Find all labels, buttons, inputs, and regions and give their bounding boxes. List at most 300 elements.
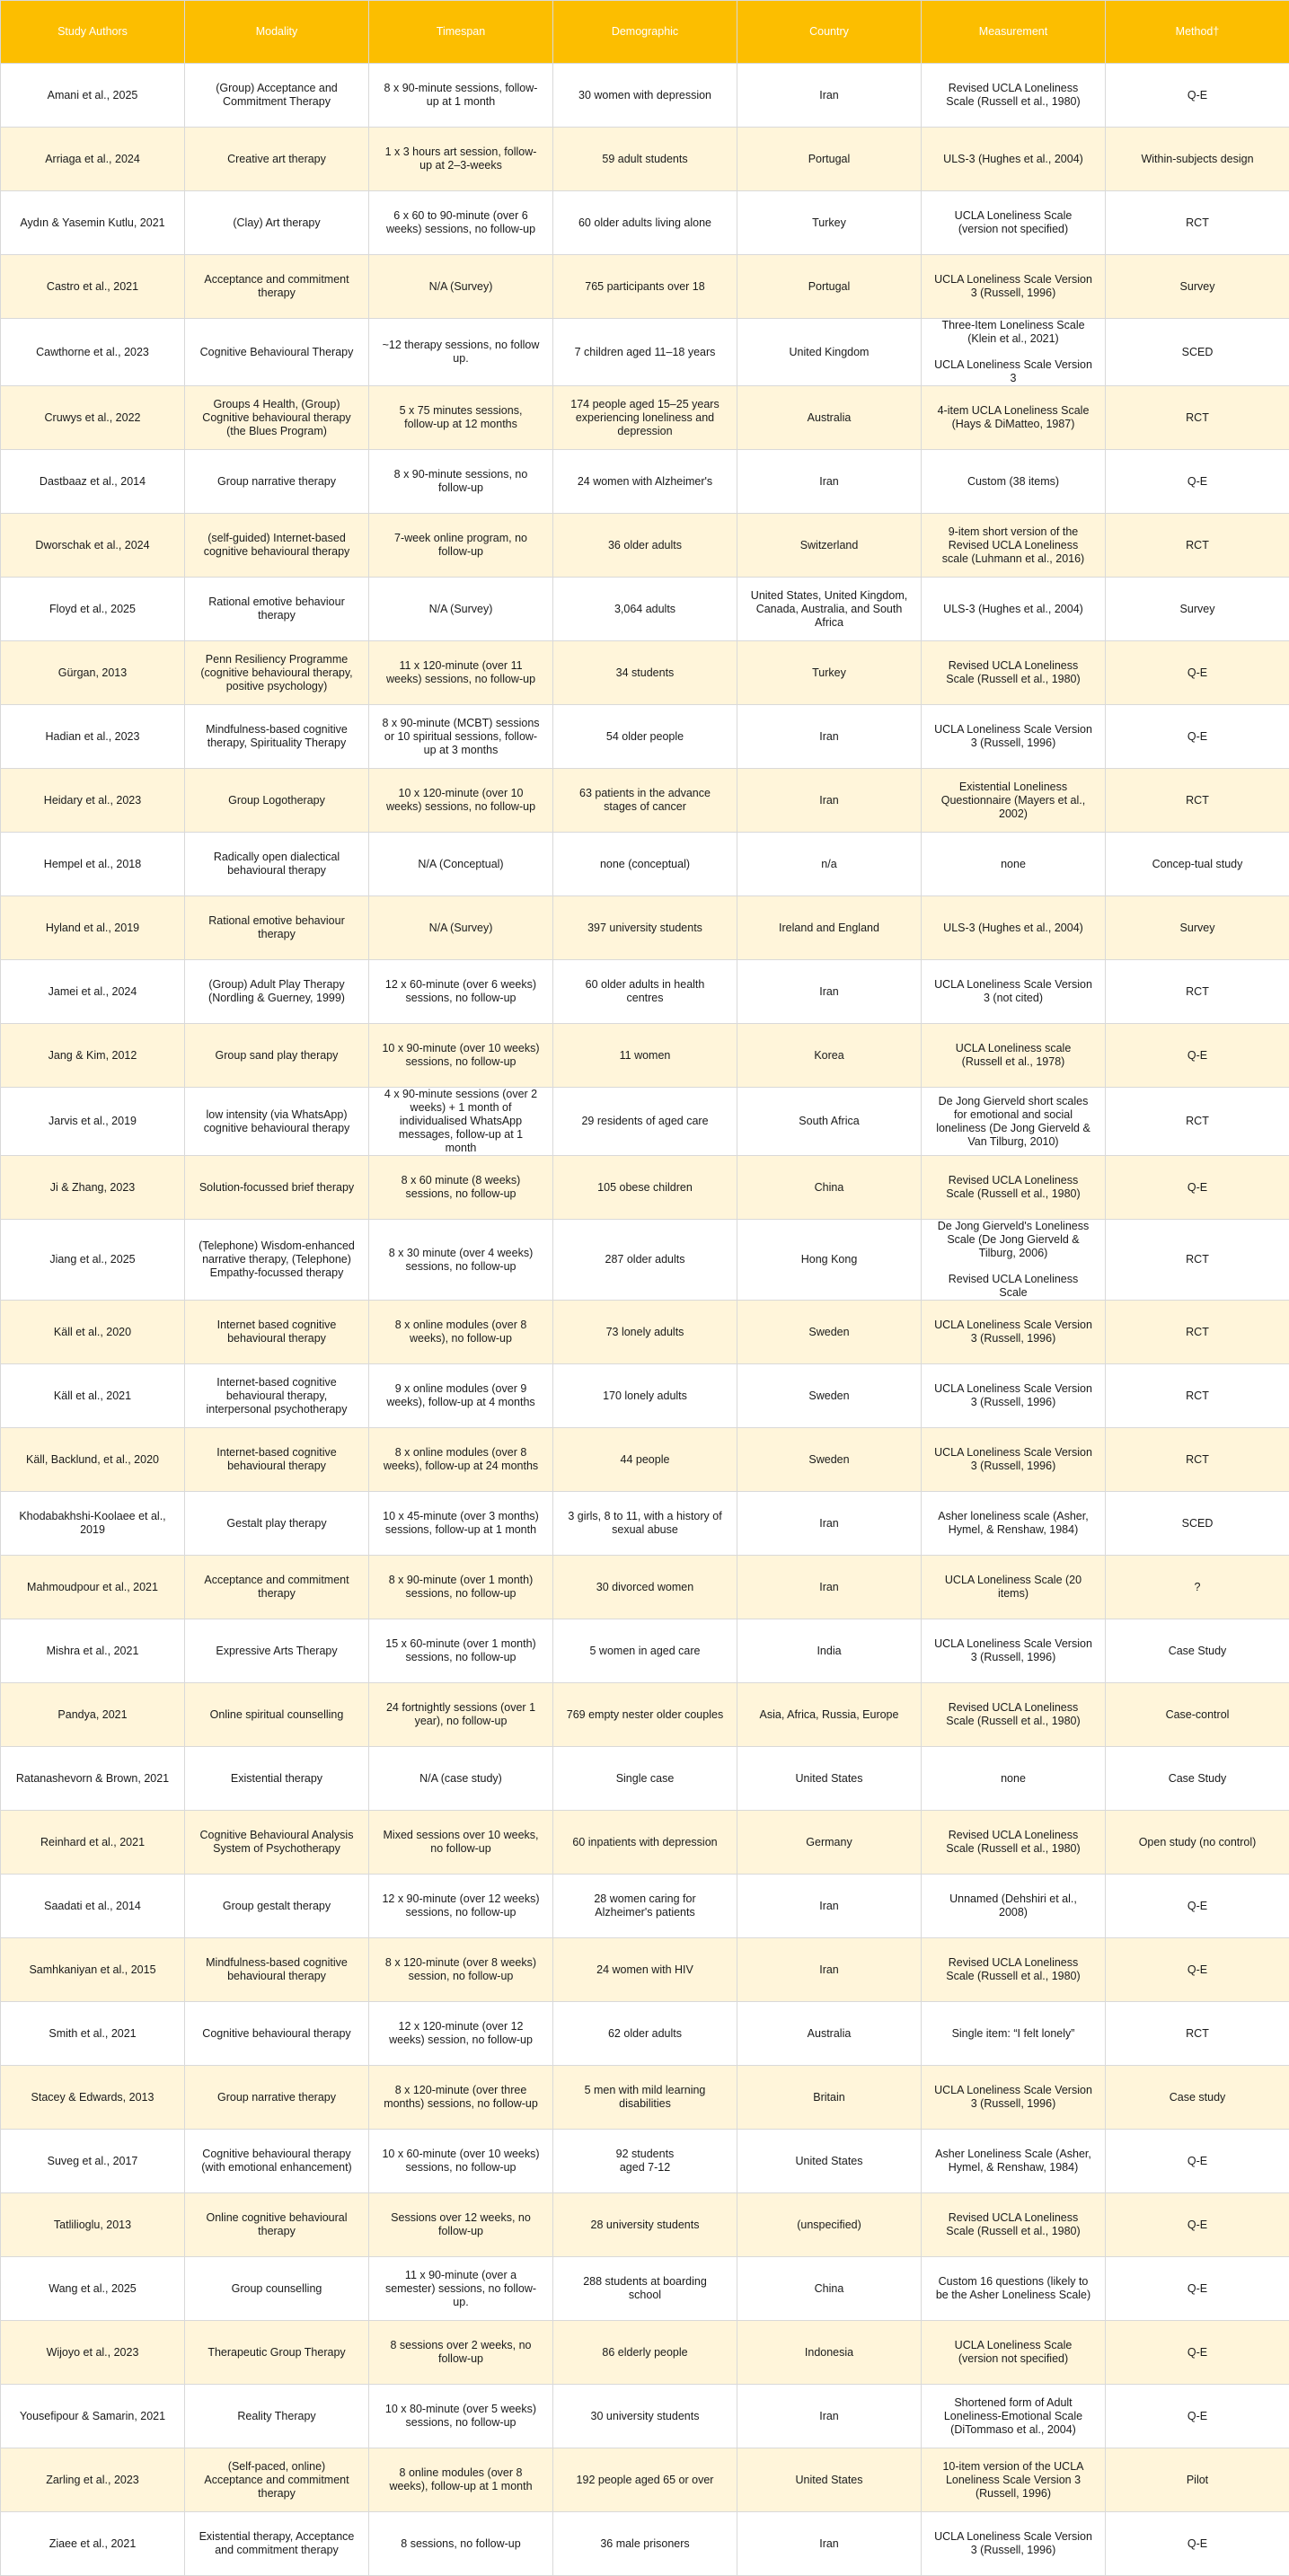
cell-study-authors: Suveg et al., 2017 <box>1 2130 185 2193</box>
cell-timespan: 24 fortnightly sessions (over 1 year), no follow-up <box>369 1683 553 1747</box>
cell-method: Q-E <box>1106 1024 1289 1088</box>
table-row <box>1 2385 1289 2448</box>
table-row <box>1 1683 1289 1747</box>
cell-modality: Group counselling <box>185 2257 369 2321</box>
cell-method: Within-subjects design <box>1106 128 1289 191</box>
cell-method: Pilot <box>1106 2448 1289 2512</box>
cell-method: Q-E <box>1106 450 1289 514</box>
cell-demographic: 44 people <box>553 1428 737 1492</box>
cell-timespan: 9 x online modules (over 9 weeks), follow-up at 4 months <box>369 1364 553 1428</box>
column-header-method: Method† <box>1106 1 1289 64</box>
cell-method: Case Study <box>1106 1619 1289 1683</box>
cell-demographic: 5 men with mild learning disabilities <box>553 2066 737 2130</box>
table-row <box>1 1747 1289 1811</box>
cell-method: Q-E <box>1106 1938 1289 2002</box>
cell-country: United States <box>737 2130 922 2193</box>
cell-modality: (Clay) Art therapy <box>185 191 369 255</box>
cell-study-authors: Ziaee et al., 2021 <box>1 2512 185 2576</box>
cell-country: United States <box>737 1747 922 1811</box>
cell-country: Iran <box>737 1492 922 1556</box>
cell-method: Q-E <box>1106 2257 1289 2321</box>
cell-measurement: De Jong Gierveld short scales for emotional and social loneliness (De Jong Gierveld & Van Tilburg, 2010) <box>922 1088 1106 1156</box>
cell-modality: (Group) Acceptance and Commitment Therapy <box>185 64 369 128</box>
cell-timespan: 4 x 90-minute sessions (over 2 weeks) + 1 month of individualised WhatsApp messages, follow-up at 1 month <box>369 1088 553 1156</box>
column-header-measurement: Measurement <box>922 1 1106 64</box>
cell-timespan: 8 x 90-minute (MCBT) sessions or 10 spiritual sessions, follow-up at 3 months <box>369 705 553 769</box>
column-header-study-authors: Study Authors <box>1 1 185 64</box>
cell-demographic: 7 children aged 11–18 years <box>553 319 737 386</box>
cell-timespan: 12 x 120-minute (over 12 weeks) session, no follow-up <box>369 2002 553 2066</box>
cell-study-authors: Reinhard et al., 2021 <box>1 1811 185 1875</box>
cell-country: Portugal <box>737 255 922 319</box>
cell-modality: (Telephone) Wisdom-enhanced narrative therapy, (Telephone) Empathy-focussed therapy <box>185 1220 369 1301</box>
cell-measurement: 4-item UCLA Loneliness Scale (Hays & DiMatteo, 1987) <box>922 386 1106 450</box>
table-row <box>1 1811 1289 1875</box>
cell-study-authors: Samhkaniyan et al., 2015 <box>1 1938 185 2002</box>
cell-country: India <box>737 1619 922 1683</box>
cell-timespan: 8 x online modules (over 8 weeks), follow-up at 24 months <box>369 1428 553 1492</box>
cell-measurement: UCLA Loneliness Scale Version 3 (Russell, 1996) <box>922 1428 1106 1492</box>
cell-measurement: UCLA Loneliness Scale (20 items) <box>922 1556 1106 1619</box>
cell-demographic: none (conceptual) <box>553 833 737 896</box>
cell-study-authors: Saadati et al., 2014 <box>1 1875 185 1938</box>
cell-study-authors: Hadian et al., 2023 <box>1 705 185 769</box>
cell-modality: Creative art therapy <box>185 128 369 191</box>
cell-timespan: 8 x 60 minute (8 weeks) sessions, no follow-up <box>369 1156 553 1220</box>
cell-measurement: UCLA Loneliness scale (Russell et al., 1978) <box>922 1024 1106 1088</box>
cell-demographic: 60 older adults living alone <box>553 191 737 255</box>
cell-timespan: 8 sessions, no follow-up <box>369 2512 553 2576</box>
cell-timespan: 8 x 30 minute (over 4 weeks) sessions, no follow-up <box>369 1220 553 1301</box>
cell-timespan: 8 sessions over 2 weeks, no follow-up <box>369 2321 553 2385</box>
table-row <box>1 2448 1289 2512</box>
cell-timespan: 12 x 90-minute (over 12 weeks) sessions, no follow-up <box>369 1875 553 1938</box>
cell-timespan: 11 x 120-minute (over 11 weeks) sessions, no follow-up <box>369 641 553 705</box>
table-row <box>1 1556 1289 1619</box>
cell-method: Q-E <box>1106 2385 1289 2448</box>
cell-timespan: 11 x 90-minute (over a semester) sessions, no follow-up. <box>369 2257 553 2321</box>
cell-study-authors: Wijoyo et al., 2023 <box>1 2321 185 2385</box>
cell-measurement-text-secondary: UCLA Loneliness Scale Version 3 <box>934 358 1092 385</box>
cell-country: Iran <box>737 1938 922 2002</box>
table-row <box>1 705 1289 769</box>
cell-measurement: Revised UCLA Loneliness Scale (Russell et al., 1980) <box>922 64 1106 128</box>
cell-country: Ireland and England <box>737 896 922 960</box>
column-header-demographic: Demographic <box>553 1 737 64</box>
cell-demographic: 769 empty nester older couples <box>553 1683 737 1747</box>
cell-timespan: Mixed sessions over 10 weeks, no follow-up <box>369 1811 553 1875</box>
cell-method: Q-E <box>1106 2321 1289 2385</box>
cell-timespan: 8 x online modules (over 8 weeks), no follow-up <box>369 1301 553 1364</box>
cell-country: Indonesia <box>737 2321 922 2385</box>
cell-timespan: N/A (case study) <box>369 1747 553 1811</box>
cell-demographic: 287 older adults <box>553 1220 737 1301</box>
cell-timespan: 8 x 90-minute sessions, no follow-up <box>369 450 553 514</box>
cell-method: Q-E <box>1106 64 1289 128</box>
cell-study-authors: Jarvis et al., 2019 <box>1 1088 185 1156</box>
cell-study-authors: Yousefipour & Samarin, 2021 <box>1 2385 185 2448</box>
column-header-timespan: Timespan <box>369 1 553 64</box>
cell-demographic: 397 university students <box>553 896 737 960</box>
cell-timespan: 8 x 90-minute (over 1 month) sessions, no follow-up <box>369 1556 553 1619</box>
cell-demographic: Single case <box>553 1747 737 1811</box>
cell-study-authors: Dworschak et al., 2024 <box>1 514 185 578</box>
cell-measurement: Asher Loneliness Scale (Asher, Hymel, & Renshaw, 1984) <box>922 2130 1106 2193</box>
cell-measurement: Revised UCLA Loneliness Scale (Russell et al., 1980) <box>922 641 1106 705</box>
cell-demographic: 170 lonely adults <box>553 1364 737 1428</box>
cell-country: Iran <box>737 705 922 769</box>
cell-method: SCED <box>1106 319 1289 386</box>
table-row <box>1 255 1289 319</box>
cell-timespan: N/A (Survey) <box>369 896 553 960</box>
cell-modality: Mindfulness-based cognitive therapy, Spirituality Therapy <box>185 705 369 769</box>
cell-method: SCED <box>1106 1492 1289 1556</box>
cell-method: RCT <box>1106 514 1289 578</box>
header-row <box>1 1 1289 64</box>
cell-study-authors: Jamei et al., 2024 <box>1 960 185 1024</box>
cell-modality: Cognitive Behavioural Therapy <box>185 319 369 386</box>
cell-demographic: 24 women with HIV <box>553 1938 737 2002</box>
cell-study-authors: Wang et al., 2025 <box>1 2257 185 2321</box>
cell-timespan: 10 x 45-minute (over 3 months) sessions, follow-up at 1 month <box>369 1492 553 1556</box>
cell-timespan: 10 x 60-minute (over 10 weeks) sessions, no follow-up <box>369 2130 553 2193</box>
table-row <box>1 1492 1289 1556</box>
cell-study-authors: Pandya, 2021 <box>1 1683 185 1747</box>
cell-study-authors: Gürgan, 2013 <box>1 641 185 705</box>
cell-modality: Expressive Arts Therapy <box>185 1619 369 1683</box>
cell-timespan: 15 x 60-minute (over 1 month) sessions, no follow-up <box>369 1619 553 1683</box>
cell-modality: Existential therapy <box>185 1747 369 1811</box>
cell-country: Korea <box>737 1024 922 1088</box>
cell-modality: (self-guided) Internet-based cognitive behavioural therapy <box>185 514 369 578</box>
cell-measurement-text: Three-Item Loneliness Scale (Klein et al., 2021) <box>934 319 1092 346</box>
cell-modality: Therapeutic Group Therapy <box>185 2321 369 2385</box>
cell-timespan: N/A (Survey) <box>369 578 553 641</box>
cell-country: Germany <box>737 1811 922 1875</box>
cell-country: (unspecified) <box>737 2193 922 2257</box>
cell-measurement: 10-item version of the UCLA Loneliness Scale Version 3 (Russell, 1996) <box>922 2448 1106 2512</box>
cell-measurement: Single item: “I felt lonely” <box>922 2002 1106 2066</box>
cell-study-authors: Ratanashevorn & Brown, 2021 <box>1 1747 185 1811</box>
cell-study-authors: Heidary et al., 2023 <box>1 769 185 833</box>
cell-demographic: 30 university students <box>553 2385 737 2448</box>
cell-modality: Group gestalt therapy <box>185 1875 369 1938</box>
cell-study-authors: Käll, Backlund, et al., 2020 <box>1 1428 185 1492</box>
cell-demographic: 105 obese children <box>553 1156 737 1220</box>
cell-measurement: 9-item short version of the Revised UCLA Loneliness scale (Luhmann et al., 2016) <box>922 514 1106 578</box>
cell-demographic-text: 92 students <box>566 2148 724 2161</box>
cell-measurement: ULS-3 (Hughes et al., 2004) <box>922 578 1106 641</box>
cell-timespan: 8 x 90-minute sessions, follow-up at 1 month <box>369 64 553 128</box>
cell-measurement: ULS-3 (Hughes et al., 2004) <box>922 896 1106 960</box>
cell-timespan: 8 online modules (over 8 weeks), follow-up at 1 month <box>369 2448 553 2512</box>
cell-study-authors: Aydın & Yasemin Kutlu, 2021 <box>1 191 185 255</box>
cell-modality: Radically open dialectical behavioural therapy <box>185 833 369 896</box>
cell-modality: Cognitive behavioural therapy (with emotional enhancement) <box>185 2130 369 2193</box>
cell-modality: Group sand play therapy <box>185 1024 369 1088</box>
table-row <box>1 1156 1289 1220</box>
table-row <box>1 2130 1289 2193</box>
cell-modality: Internet-based cognitive behavioural therapy, interpersonal psychotherapy <box>185 1364 369 1428</box>
cell-measurement: Unnamed (Dehshiri et al., 2008) <box>922 1875 1106 1938</box>
cell-demographic: 30 women with depression <box>553 64 737 128</box>
cell-measurement: Shortened form of Adult Loneliness-Emotional Scale (DiTommaso et al., 2004) <box>922 2385 1106 2448</box>
cell-measurement: Custom (38 items) <box>922 450 1106 514</box>
table-row <box>1 2193 1289 2257</box>
table-row <box>1 641 1289 705</box>
cell-country: Iran <box>737 1556 922 1619</box>
cell-timespan: 8 x 120-minute (over 8 weeks) session, no follow-up <box>369 1938 553 2002</box>
cell-method: Q-E <box>1106 2512 1289 2576</box>
cell-timespan: 10 x 120-minute (over 10 weeks) sessions, no follow-up <box>369 769 553 833</box>
cell-method: RCT <box>1106 1428 1289 1492</box>
cell-country: Iran <box>737 450 922 514</box>
cell-measurement <box>922 319 1106 386</box>
cell-measurement: UCLA Loneliness Scale Version 3 (Russell, 1996) <box>922 2066 1106 2130</box>
cell-demographic: 36 male prisoners <box>553 2512 737 2576</box>
table-row <box>1 896 1289 960</box>
cell-method: RCT <box>1106 386 1289 450</box>
cell-timespan: 5 x 75 minutes sessions, follow-up at 12 months <box>369 386 553 450</box>
cell-demographic: 86 elderly people <box>553 2321 737 2385</box>
cell-study-authors: Mahmoudpour et al., 2021 <box>1 1556 185 1619</box>
cell-modality: Group narrative therapy <box>185 2066 369 2130</box>
cell-measurement <box>922 1220 1106 1301</box>
cell-country: China <box>737 2257 922 2321</box>
cell-study-authors: Smith et al., 2021 <box>1 2002 185 2066</box>
cell-demographic: 28 women caring for Alzheimer's patients <box>553 1875 737 1938</box>
cell-method: RCT <box>1106 1220 1289 1301</box>
table-row <box>1 833 1289 896</box>
cell-measurement: UCLA Loneliness Scale Version 3 (Russell, 1996) <box>922 1619 1106 1683</box>
column-header-modality: Modality <box>185 1 369 64</box>
cell-method: Q-E <box>1106 2130 1289 2193</box>
cell-modality: Mindfulness-based cognitive behavioural therapy <box>185 1938 369 2002</box>
cell-study-authors: Hyland et al., 2019 <box>1 896 185 960</box>
cell-study-authors: Stacey & Edwards, 2013 <box>1 2066 185 2130</box>
cell-measurement: UCLA Loneliness Scale Version 3 (Russell, 1996) <box>922 2512 1106 2576</box>
cell-demographic: 288 students at boarding school <box>553 2257 737 2321</box>
cell-country: Sweden <box>737 1301 922 1364</box>
cell-timespan: 12 x 60-minute (over 6 weeks) sessions, no follow-up <box>369 960 553 1024</box>
cell-method: Q-E <box>1106 641 1289 705</box>
cell-demographic-text-secondary: aged 7-12 <box>566 2161 724 2175</box>
cell-measurement: UCLA Loneliness Scale Version 3 (Russell, 1996) <box>922 705 1106 769</box>
cell-modality: Rational emotive behaviour therapy <box>185 896 369 960</box>
table-body <box>1 64 1289 2576</box>
table-row <box>1 2321 1289 2385</box>
table-row <box>1 386 1289 450</box>
cell-study-authors: Amani et al., 2025 <box>1 64 185 128</box>
table-row <box>1 1875 1289 1938</box>
cell-measurement: Asher loneliness scale (Asher, Hymel, & Renshaw, 1984) <box>922 1492 1106 1556</box>
cell-country: Sweden <box>737 1364 922 1428</box>
table-row <box>1 319 1289 386</box>
cell-modality: Existential therapy, Acceptance and commitment therapy <box>185 2512 369 2576</box>
cell-study-authors: Floyd et al., 2025 <box>1 578 185 641</box>
table-row <box>1 450 1289 514</box>
cell-measurement: Revised UCLA Loneliness Scale (Russell et al., 1980) <box>922 1938 1106 2002</box>
cell-method: Q-E <box>1106 1156 1289 1220</box>
cell-demographic: 60 older adults in health centres <box>553 960 737 1024</box>
cell-modality: Group narrative therapy <box>185 450 369 514</box>
cell-country: Britain <box>737 2066 922 2130</box>
cell-measurement: Revised UCLA Loneliness Scale (Russell et al., 1980) <box>922 1683 1106 1747</box>
cell-modality: (Self-paced, online) Acceptance and commitment therapy <box>185 2448 369 2512</box>
cell-measurement: Revised UCLA Loneliness Scale (Russell et al., 1980) <box>922 2193 1106 2257</box>
cell-timespan: 8 x 120-minute (over three months) sessions, no follow-up <box>369 2066 553 2130</box>
cell-timespan: 10 x 80-minute (over 5 weeks) sessions, no follow-up <box>369 2385 553 2448</box>
cell-method: Survey <box>1106 896 1289 960</box>
cell-study-authors: Käll et al., 2021 <box>1 1364 185 1428</box>
cell-timespan: 1 x 3 hours art session, follow-up at 2–3-weeks <box>369 128 553 191</box>
cell-country: Iran <box>737 769 922 833</box>
table-row <box>1 64 1289 128</box>
cell-measurement: UCLA Loneliness Scale Version 3 (Russell, 1996) <box>922 255 1106 319</box>
cell-method: RCT <box>1106 191 1289 255</box>
cell-measurement-text-secondary: Revised UCLA Loneliness Scale <box>934 1273 1092 1300</box>
cell-study-authors: Ji & Zhang, 2023 <box>1 1156 185 1220</box>
cell-demographic: 5 women in aged care <box>553 1619 737 1683</box>
cell-study-authors: Zarling et al., 2023 <box>1 2448 185 2512</box>
cell-country: Hong Kong <box>737 1220 922 1301</box>
cell-modality: Acceptance and commitment therapy <box>185 1556 369 1619</box>
cell-study-authors: Jiang et al., 2025 <box>1 1220 185 1301</box>
cell-measurement: UCLA Loneliness Scale (version not specified) <box>922 2321 1106 2385</box>
cell-country: Iran <box>737 1875 922 1938</box>
cell-method: RCT <box>1106 1301 1289 1364</box>
cell-method: RCT <box>1106 1088 1289 1156</box>
cell-study-authors: Jang & Kim, 2012 <box>1 1024 185 1088</box>
cell-modality: (Group) Adult Play Therapy (Nordling & Guerney, 1999) <box>185 960 369 1024</box>
cell-study-authors: Castro et al., 2021 <box>1 255 185 319</box>
cell-demographic: 73 lonely adults <box>553 1301 737 1364</box>
cell-country: Australia <box>737 2002 922 2066</box>
table-row <box>1 1938 1289 2002</box>
table-row <box>1 1088 1289 1156</box>
cell-country: n/a <box>737 833 922 896</box>
cell-measurement: Existential Loneliness Questionnaire (Mayers et al., 2002) <box>922 769 1106 833</box>
cell-country: Asia, Africa, Russia, Europe <box>737 1683 922 1747</box>
cell-demographic: 11 women <box>553 1024 737 1088</box>
cell-demographic <box>553 2130 737 2193</box>
cell-modality: low intensity (via WhatsApp) cognitive behavioural therapy <box>185 1088 369 1156</box>
cell-country: United States <box>737 2448 922 2512</box>
cell-modality: Penn Resiliency Programme (cognitive behavioural therapy, positive psychology) <box>185 641 369 705</box>
table-row <box>1 1024 1289 1088</box>
cell-modality: Internet-based cognitive behavioural therapy <box>185 1428 369 1492</box>
cell-study-authors: Arriaga et al., 2024 <box>1 128 185 191</box>
cell-demographic: 3,064 adults <box>553 578 737 641</box>
table-row <box>1 1301 1289 1364</box>
table-row <box>1 2512 1289 2576</box>
cell-measurement: Revised UCLA Loneliness Scale (Russell et al., 1980) <box>922 1811 1106 1875</box>
cell-modality: Cognitive behavioural therapy <box>185 2002 369 2066</box>
cell-modality: Group Logotherapy <box>185 769 369 833</box>
cell-demographic: 28 university students <box>553 2193 737 2257</box>
cell-method: Survey <box>1106 255 1289 319</box>
cell-demographic: 30 divorced women <box>553 1556 737 1619</box>
table-row <box>1 2257 1289 2321</box>
cell-method: Q-E <box>1106 1875 1289 1938</box>
table-row <box>1 2002 1289 2066</box>
cell-method: RCT <box>1106 1364 1289 1428</box>
cell-country: Iran <box>737 2385 922 2448</box>
cell-measurement: UCLA Loneliness Scale Version 3 (not cited) <box>922 960 1106 1024</box>
cell-timespan: 6 x 60 to 90-minute (over 6 weeks) sessions, no follow-up <box>369 191 553 255</box>
cell-demographic: 192 people aged 65 or over <box>553 2448 737 2512</box>
cell-method: RCT <box>1106 960 1289 1024</box>
cell-demographic: 765 participants over 18 <box>553 255 737 319</box>
cell-modality: Solution-focussed brief therapy <box>185 1156 369 1220</box>
cell-country: Turkey <box>737 191 922 255</box>
cell-timespan: 7-week online program, no follow-up <box>369 514 553 578</box>
cell-method: Survey <box>1106 578 1289 641</box>
cell-modality: Gestalt play therapy <box>185 1492 369 1556</box>
cell-country: Switzerland <box>737 514 922 578</box>
cell-demographic: 24 women with Alzheimer's <box>553 450 737 514</box>
cell-demographic: 59 adult students <box>553 128 737 191</box>
cell-modality: Internet based cognitive behavioural therapy <box>185 1301 369 1364</box>
cell-measurement: UCLA Loneliness Scale (version not specified) <box>922 191 1106 255</box>
cell-modality: Rational emotive behaviour therapy <box>185 578 369 641</box>
cell-timespan: 10 x 90-minute (over 10 weeks) sessions, no follow-up <box>369 1024 553 1088</box>
cell-method: Q-E <box>1106 2193 1289 2257</box>
table-row <box>1 578 1289 641</box>
line-gap <box>934 346 1092 358</box>
cell-study-authors: Khodabakhshi-Koolaee et al., 2019 <box>1 1492 185 1556</box>
table-row <box>1 1220 1289 1301</box>
table-row <box>1 1428 1289 1492</box>
table-row <box>1 1619 1289 1683</box>
table-row <box>1 2066 1289 2130</box>
cell-study-authors: Hempel et al., 2018 <box>1 833 185 896</box>
cell-country: Iran <box>737 960 922 1024</box>
cell-method: Concep-tual study <box>1106 833 1289 896</box>
cell-measurement: Custom 16 questions (likely to be the Asher Loneliness Scale) <box>922 2257 1106 2321</box>
cell-modality: Acceptance and commitment therapy <box>185 255 369 319</box>
cell-demographic: 54 older people <box>553 705 737 769</box>
cell-study-authors: Cawthorne et al., 2023 <box>1 319 185 386</box>
table-row <box>1 1364 1289 1428</box>
table-header <box>1 1 1289 64</box>
table-row <box>1 769 1289 833</box>
cell-country: United Kingdom <box>737 319 922 386</box>
cell-study-authors: Cruwys et al., 2022 <box>1 386 185 450</box>
cell-timespan: ~12 therapy sessions, no follow up. <box>369 319 553 386</box>
cell-study-authors: Mishra et al., 2021 <box>1 1619 185 1683</box>
cell-measurement: none <box>922 833 1106 896</box>
cell-country: Portugal <box>737 128 922 191</box>
cell-method: Case study <box>1106 2066 1289 2130</box>
cell-demographic: 174 people aged 15–25 years experiencing loneliness and depression <box>553 386 737 450</box>
cell-modality: Online spiritual counselling <box>185 1683 369 1747</box>
cell-timespan: Sessions over 12 weeks, no follow-up <box>369 2193 553 2257</box>
cell-modality: Online cognitive behavioural therapy <box>185 2193 369 2257</box>
cell-country: Turkey <box>737 641 922 705</box>
cell-study-authors: Tatlilioglu, 2013 <box>1 2193 185 2257</box>
cell-study-authors: Käll et al., 2020 <box>1 1301 185 1364</box>
cell-country: United States, United Kingdom, Canada, Australia, and South Africa <box>737 578 922 641</box>
line-gap <box>934 1260 1092 1273</box>
table-row <box>1 191 1289 255</box>
cell-measurement: none <box>922 1747 1106 1811</box>
cell-measurement: ULS-3 (Hughes et al., 2004) <box>922 128 1106 191</box>
cell-measurement-text: De Jong Gierveld's Loneliness Scale (De Jong Gierveld & Tilburg, 2006) <box>934 1220 1092 1260</box>
cell-modality: Reality Therapy <box>185 2385 369 2448</box>
cell-method: Case Study <box>1106 1747 1289 1811</box>
cell-study-authors: Dastbaaz et al., 2014 <box>1 450 185 514</box>
